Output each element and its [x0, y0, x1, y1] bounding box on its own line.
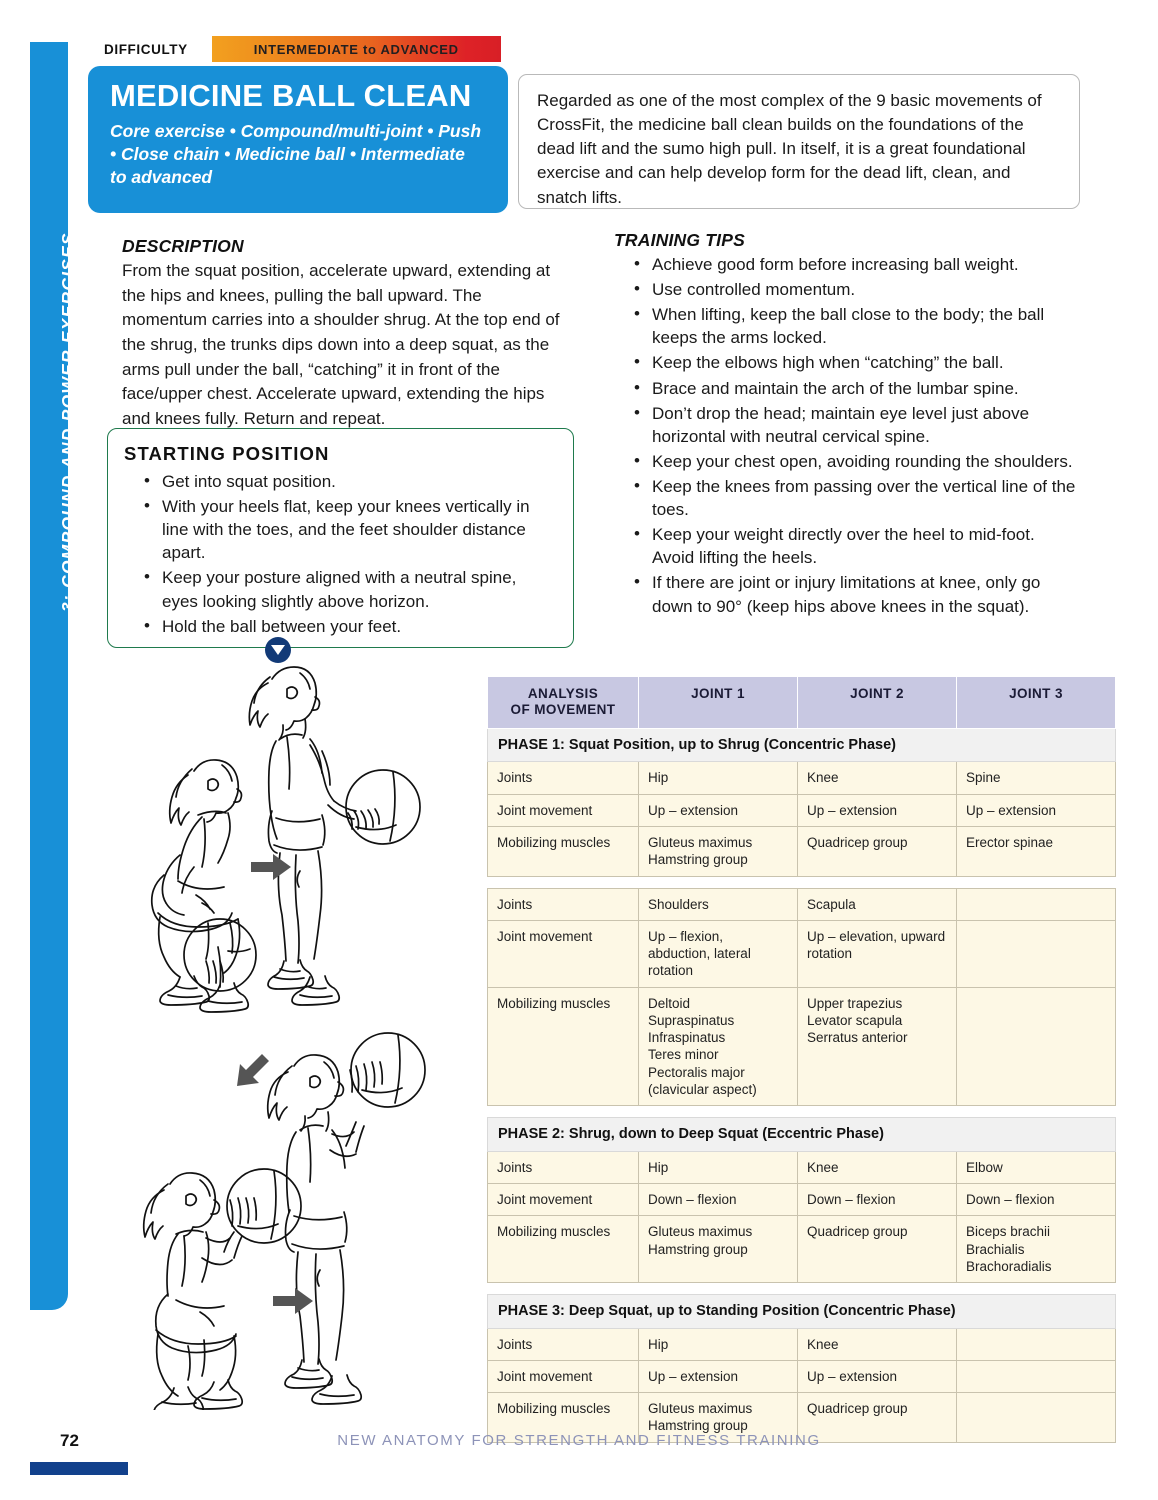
- table-spacer-row: [488, 1283, 1116, 1295]
- page-title: MEDICINE BALL CLEAN: [110, 78, 472, 113]
- row-label-cell: Joint movement: [488, 1360, 639, 1392]
- row-label-cell: Joints: [488, 1151, 639, 1183]
- row-label-cell: Joint movement: [488, 920, 639, 987]
- starting-position-list: [124, 470, 557, 638]
- phase-header-row: [488, 728, 1116, 762]
- table-header-joint-1: JOINT 1: [639, 677, 798, 729]
- training-tip-item: • Achieve good form before increasing ball weight.: [632, 253, 1080, 276]
- row-label-cell: Joint movement: [488, 1184, 639, 1216]
- joint-1-cell: Down – flexion: [639, 1184, 798, 1216]
- table-spacer-cell: [488, 876, 1116, 888]
- joint-3-cell: [957, 987, 1116, 1106]
- illustration-phase-2-3: [140, 1020, 475, 1410]
- starting-position-item: • With your heels flat, keep your knees vertically in line with the toes, and the feet shoulder distance apart.: [142, 495, 557, 564]
- description-block: [122, 236, 562, 431]
- joint-1-cell: Hip: [639, 1328, 798, 1360]
- joint-2-cell: Upper trapezius Levator scapula Serratus anterior: [798, 987, 957, 1106]
- training-tips-heading: TRAINING TIPS: [614, 230, 745, 250]
- joint-3-cell: [957, 888, 1116, 920]
- joint-1-cell: Up – extension: [639, 1360, 798, 1392]
- phase-label: PHASE 2: Shrug, down to Deep Squat (Eccentric Phase): [488, 1118, 1116, 1152]
- exercise-title-panel: [88, 66, 508, 213]
- training-tip-item: • If there are joint or injury limitations at knee, only go down to 90° (keep hips above knees in the squat).: [632, 571, 1080, 617]
- description-text: From the squat position, accelerate upward, extending at the hips and knees, pulling the ball upward. The momentum carries into a shoulder shrug. At the top end of the shrug, the trunks dips down into a deep squat, as the arms pull under the ball, “catching” it in front of the face/upper chest. Accelerate upward, extending the hips and knees fully. Return and repeat.: [122, 261, 560, 428]
- joint-2-cell: Knee: [798, 1328, 957, 1360]
- joint-3-cell: [957, 920, 1116, 987]
- table-row: [488, 987, 1116, 1106]
- joint-3-cell: Biceps brachii Brachialis Brachoradialis: [957, 1216, 1116, 1283]
- chapter-label: 3: COMPOUND AND POWER EXERCISES: [58, 232, 78, 612]
- joint-3-cell: Erector spinae: [957, 827, 1116, 877]
- joint-2-cell: Quadricep group: [798, 827, 957, 877]
- intro-text: Regarded as one of the most complex of the 9 basic movements of CrossFit, the medicine ball clean builds on the foundations of the dead lift and the sumo high pull. In itself, it is a great foundational exercise and can help develop form for the dead lift, clean, and snatch lifts.: [537, 91, 1042, 207]
- phase-header-row: [488, 1295, 1116, 1329]
- joint-1-cell: Gluteus maximus Hamstring group: [639, 1393, 798, 1443]
- book-title-footer: NEW ANATOMY FOR STRENGTH AND FITNESS TRAINING: [337, 1432, 821, 1449]
- table-row: [488, 762, 1116, 794]
- table-row: [488, 794, 1116, 826]
- difficulty-gradient-bar: [212, 36, 501, 62]
- joint-2-cell: Knee: [798, 762, 957, 794]
- table-spacer-row: [488, 1106, 1116, 1118]
- joint-1-cell: Up – extension: [639, 794, 798, 826]
- joint-3-cell: [957, 1360, 1116, 1392]
- row-label-cell: Mobilizing muscles: [488, 1393, 639, 1443]
- progression-arrow-right: [251, 854, 291, 880]
- table-row: [488, 827, 1116, 877]
- row-label-cell: Mobilizing muscles: [488, 1216, 639, 1283]
- joint-3-cell: Down – flexion: [957, 1184, 1116, 1216]
- page-number: 72: [60, 1431, 79, 1450]
- table-row: [488, 920, 1116, 987]
- joint-2-cell: Quadricep group: [798, 1216, 957, 1283]
- training-tip-item: • Don’t drop the head; maintain eye level just above horizontal with neutral cervical spine.: [632, 402, 1080, 448]
- description-heading: DESCRIPTION: [122, 236, 244, 256]
- training-tip-item: • Keep your chest open, avoiding rounding the shoulders.: [632, 450, 1080, 473]
- starting-position-item: • Get into squat position.: [142, 470, 557, 493]
- table-row: [488, 1151, 1116, 1183]
- phase-header-row: [488, 1118, 1116, 1152]
- progression-arrow-down-left: [237, 1054, 269, 1086]
- row-label-cell: Joints: [488, 762, 639, 794]
- starting-position-item: • Keep your posture aligned with a neutral spine, eyes looking slightly above horizon.: [142, 566, 557, 612]
- row-label-cell: Mobilizing muscles: [488, 827, 639, 877]
- table-row: [488, 888, 1116, 920]
- row-label-cell: Joints: [488, 888, 639, 920]
- table-row: [488, 1184, 1116, 1216]
- table-row: [488, 1216, 1116, 1283]
- difficulty-row: [104, 36, 501, 62]
- table-header-analysis: [488, 677, 639, 729]
- joint-3-cell: Up – extension: [957, 794, 1116, 826]
- joint-1-cell: Hip: [639, 762, 798, 794]
- table-row: [488, 1360, 1116, 1392]
- header-line-1: ANALYSIS: [527, 686, 599, 701]
- table-row: [488, 1328, 1116, 1360]
- joint-1-cell: Shoulders: [639, 888, 798, 920]
- training-tip-item: • Use controlled momentum.: [632, 278, 1080, 301]
- joint-1-cell: Up – flexion, abduction, lateral rotation: [639, 920, 798, 987]
- starting-position-item: • Hold the ball between your feet.: [142, 615, 557, 638]
- table-header-joint-3: JOINT 3: [957, 677, 1116, 729]
- training-tips-list: [614, 253, 1080, 618]
- phase-label: PHASE 3: Deep Squat, up to Standing Position (Concentric Phase): [488, 1295, 1116, 1329]
- starting-position-box: [107, 428, 574, 648]
- intro-box: [518, 74, 1080, 209]
- table-spacer-row: [488, 876, 1116, 888]
- joint-2-cell: Scapula: [798, 888, 957, 920]
- chevron-down-icon: [265, 637, 291, 663]
- joint-3-cell: Elbow: [957, 1151, 1116, 1183]
- joint-2-cell: Quadricep group: [798, 1393, 957, 1443]
- joint-2-cell: Up – extension: [798, 1360, 957, 1392]
- difficulty-label: DIFFICULTY: [104, 41, 188, 57]
- training-tips-block: [614, 230, 1080, 620]
- row-label-cell: Mobilizing muscles: [488, 987, 639, 1106]
- joint-2-cell: Up – elevation, upward rotation: [798, 920, 957, 987]
- chapter-sidebar-tab: [30, 42, 78, 1310]
- exercise-attributes: Core exercise • Compound/multi-joint • Push • Close chain • Medicine ball • Intermediate to advanced: [110, 120, 482, 187]
- progression-arrow-right: [273, 1288, 313, 1314]
- phase-label: PHASE 1: Squat Position, up to Shrug (Concentric Phase): [488, 728, 1116, 762]
- training-tip-item: • Brace and maintain the arch of the lumbar spine.: [632, 377, 1080, 400]
- starting-position-heading: STARTING POSITION: [124, 443, 330, 464]
- row-label-cell: Joints: [488, 1328, 639, 1360]
- joint-1-cell: Gluteus maximus Hamstring group: [639, 827, 798, 877]
- joint-1-cell: Gluteus maximus Hamstring group: [639, 1216, 798, 1283]
- table-spacer-cell: [488, 1283, 1116, 1295]
- footer-rule: [30, 1462, 128, 1475]
- table-spacer-cell: [488, 1106, 1116, 1118]
- table-header-joint-2: JOINT 2: [798, 677, 957, 729]
- training-tip-item: • Keep the knees from passing over the vertical line of the toes.: [632, 475, 1080, 521]
- joint-2-cell: Down – flexion: [798, 1184, 957, 1216]
- joint-1-cell: Hip: [639, 1151, 798, 1183]
- table-header-row: [488, 677, 1116, 729]
- illustration-phase-1: [150, 655, 480, 1020]
- joint-2-cell: Up – extension: [798, 794, 957, 826]
- analysis-of-movement-table: [487, 676, 1116, 1443]
- joint-3-cell: Spine: [957, 762, 1116, 794]
- training-tip-item: • Keep the elbows high when “catching” the ball.: [632, 351, 1080, 374]
- header-line-2: OF MOVEMENT: [510, 702, 616, 718]
- joint-1-cell: Deltoid Supraspinatus Infraspinatus Teres minor Pectoralis major (clavicular aspect): [639, 987, 798, 1106]
- training-tip-item: • Keep your weight directly over the heel to mid-foot. Avoid lifting the heels.: [632, 523, 1080, 569]
- joint-3-cell: [957, 1328, 1116, 1360]
- row-label-cell: Joint movement: [488, 794, 639, 826]
- difficulty-value: INTERMEDIATE to ADVANCED: [253, 41, 459, 57]
- training-tip-item: • When lifting, keep the ball close to the body; the ball keeps the arms locked.: [632, 303, 1080, 349]
- joint-2-cell: Knee: [798, 1151, 957, 1183]
